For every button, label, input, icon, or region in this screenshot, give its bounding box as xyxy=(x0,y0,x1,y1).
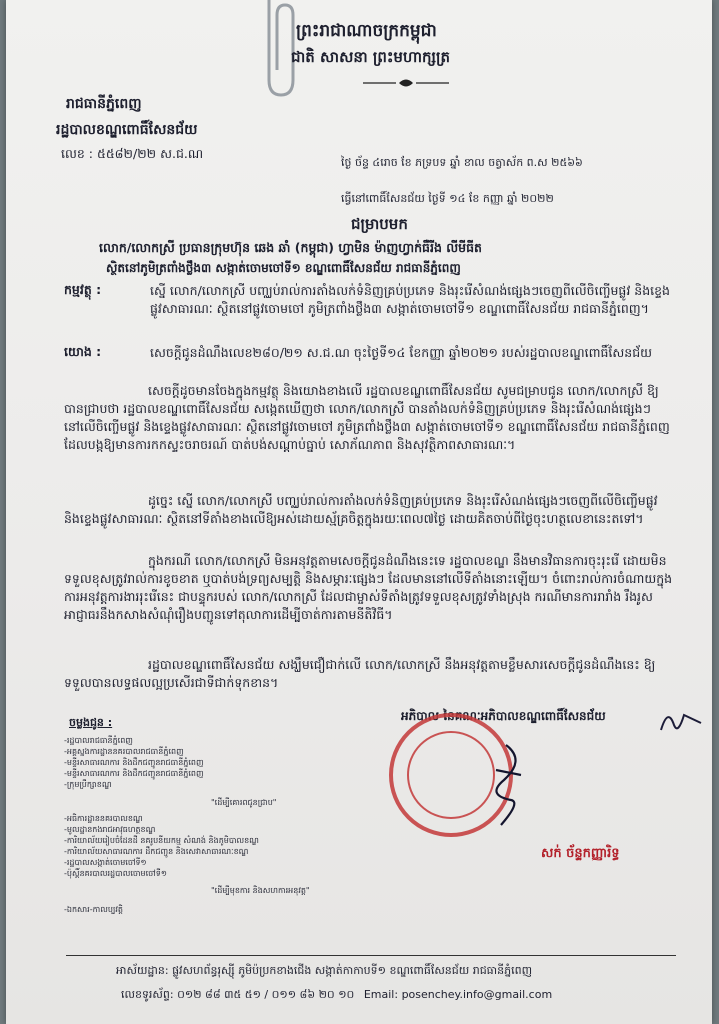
capital-name: រាជធានីភ្នំពេញ xyxy=(66,96,142,112)
recipient-item: -ក្រុមប្រឹក្សាខណ្ឌ xyxy=(64,780,112,789)
archive-note: -ឯកសារ-កាលប្បវត្តិ xyxy=(64,905,123,914)
reference-label: យោង : xyxy=(64,344,102,359)
recipient-line-2: ស្ថិតនៅភូមិត្រពាំងថ្លឹង៣ សង្កាត់ចោមចៅទី១ ខណ្ឌពោធិ៍សែនជ័យ រាជធានីភ្នំពេញ xyxy=(106,261,461,275)
lunar-date: ថ្ងៃ ច័ន្ទ ៤រោច ខែ ភទ្របទ ឆ្នាំ ខាល ចត្វាស័ក ព.ស ២៥៦៦ xyxy=(341,156,583,169)
footer-divider xyxy=(66,955,676,956)
recipient-group-2 xyxy=(64,813,259,879)
phone-label: លេខទូរស័ព្ទ: xyxy=(121,988,174,1001)
recipient-item: -មូលដ្ឋានកងរាជអាវុធហត្ថខណ្ឌ xyxy=(64,825,156,834)
national-motto: ជាតិ សាសនា ព្រះមហាក្សត្រ xyxy=(291,48,450,66)
email-address[interactable]: posenchey.info@gmail.com xyxy=(401,988,553,1001)
ref-label: លេខ : xyxy=(61,146,93,161)
ref-value: ៥៥៨២/២២ ស.ជ.ណ xyxy=(96,146,204,161)
subject-text: ស្នើ លោក/លោកស្រី បញ្ឈប់រាល់ការតាំងលក់ទំនិញគ្រប់ប្រភេទ និងរុះរើសំណង់ផ្សេងៗចេញពីលើចិញ្ចើមផ្លូវ និងខ្ទេងផ្លូវសាធារណៈ ស្ថិតនៅផ្លូវចោមចៅ ភូមិត្រពាំងថ្លឹង៣ សង្កាត់ចោមចៅទី១ ខណ្ឌពោធិ៍សែនជ័យ រាជធានីភ្នំពេញ។ xyxy=(150,283,670,316)
recipient-item: -ការិយាល័យរៀបចំដែនដី នគរូបនីយកម្ម សំណង់ និងភូមិបាលខណ្ឌ xyxy=(64,836,259,845)
ornament-divider-icon xyxy=(361,76,451,90)
footer-address: អាស័យដ្ឋាន: ផ្លូវសហព័ន្ធរុស្ស៊ី ភូមិប៉ប្រកខាងជើង សង្កាត់កាកាបទី១ ខណ្ឌពោធិ៍សែនជ័យ រាជធានីភ្នំពេញ xyxy=(116,964,533,977)
kingdom-title: ព្រះរាជាណាចក្រកម្ពុជា xyxy=(296,21,437,41)
recipient-item: -អគ្គស្នងការដ្ឋាននគរបាលរាជធានីភ្នំពេញ xyxy=(64,747,184,756)
body-paragraph-3: ក្នុងករណី លោក/លោកស្រី មិនអនុវត្តតាមសេចក្តីជូនដំណឹងនេះទេ រដ្ឋបាលខណ្ឌ នឹងមានវិធានការចុះរុះរើ ដោយមិនទទួលខុសត្រូវរាល់ការខូចខាត ឬបាត់បង់ទ្រព្យសម្បត្តិ និងសម្ភារៈផ្សេងៗ ដែលមាននៅលើទីតាំងនោះឡើយ។ ចំពោះរាល់ការចំណាយក្នុងការអនុវត្តការងាររុះរើនេះ ជាបន្ទុករបស់ លោក/លោកស្រី ដែលជាម្ចាស់ទីតាំងត្រូវទទួលខុសត្រូវទាំងស្រុង ករណីមានការរារាំង រឹងរូស អាជ្ញាធរនឹងកសាងសំណុំរឿងបញ្ជូនទៅតុលាការដើម្បីចាត់ការតាមនីតិវិធី។ xyxy=(64,553,673,622)
recipient-note-2: "ដើម្បីមុខការ និងសហការអនុវត្ត" xyxy=(211,886,310,895)
place-date: ធ្វើនៅពោធិ៍សែនជ័យ ថ្ងៃទី ១៤ ខែ កញ្ញា ឆ្នាំ ២០២២ xyxy=(341,192,554,205)
recipient-group-1 xyxy=(64,735,204,790)
recipient-item: -អធិការដ្ឋាននគរបាលខណ្ឌ xyxy=(64,814,143,823)
copy-to-heading: ចម្លងជូន : xyxy=(69,716,113,729)
body-paragraph-1: សេចក្តីដូចមានចែងក្នុងកម្មវត្ថុ និងយោងខាងលើ រដ្ឋបាលខណ្ឌពោធិ៍សែនជ័យ សូមជម្រាបជូន លោក/លោកស្រី ឱ្យបានជ្រាបថា រដ្ឋបាលខណ្ឌពោធិ៍សែនជ័យ សង្កេតឃើញថា លោក/លោកស្រី បានតាំងលក់ទំនិញគ្រប់ប្រភេទ និងរុះរើសំណង់ផ្សេងៗនៅលើចិញ្ចើមផ្លូវ និងខ្ទេងផ្លូវសាធារណៈ ស្ថិតនៅផ្លូវចោមចៅ ភូមិត្រពាំងថ្លឹង៣ សង្កាត់ចោមចៅទី១ ខណ្ឌពោធិ៍សែនជ័យ រាជធានីភ្នំពេញ ដែលបង្កឱ្យមានការកកស្ទះចរាចរណ៍ បាត់បង់សណ្តាប់ធ្នាប់ សោភ័ណភាព និងសុវត្ថិភាពសាធារណៈ។ xyxy=(64,383,670,452)
subject-label: កម្មវត្ថុ : xyxy=(64,282,102,297)
initial-mark-icon xyxy=(656,705,706,735)
district-admin-name: រដ្ឋបាលខណ្ឌពោធិ៍សែនជ័យ xyxy=(56,122,198,138)
notice-title: ជម្រាបមក xyxy=(351,215,408,233)
recipient-line-1: លោក/លោកស្រី ប្រធានក្រុមហ៊ុន ឆេង ឆាំ (កម្ពុជា) ហ្វាមិន ម៉ាញហ្វាក់ធឺរីង លីមីធីត xyxy=(99,240,482,255)
footer-contact xyxy=(121,988,552,1004)
recipient-note-1: "ដើម្បីគោរពជូនជ្រាប" xyxy=(211,798,277,807)
body-paragraph-2: ដូច្នេះ ស្នើ លោក/លោកស្រី បញ្ឈប់រាល់ការតាំងលក់ទំនិញគ្រប់ប្រភេទ និងរុះរើសំណង់ផ្សេងៗចេញពីលើចិញ្ចើមផ្លូវ និងខ្ទេងផ្លូវសាធារណៈ ស្ថិតនៅទីតាំងខាងលើឱ្យអស់ដោយស្ម័គ្រចិត្តក្នុងរយៈពេល៧ថ្ងៃ ដោយគិតចាប់ពីថ្ងៃចុះហត្ថលេខានេះតទៅ។ xyxy=(64,493,658,526)
handwritten-signature-icon xyxy=(476,740,536,830)
signatory-title: អភិបាល នៃគណៈអភិបាលខណ្ឌពោធិ៍សែនជ័យ xyxy=(401,709,606,723)
reference-number xyxy=(61,146,203,165)
recipient-item: -រដ្ឋបាលរាជធានីភ្នំពេញ xyxy=(64,736,133,745)
email-label: Email: xyxy=(363,988,399,1001)
recipient-item: -ការិយាល័យសាធារណការ ដឹកជញ្ជូន និងសេវាសាធារណៈខណ្ឌ xyxy=(64,847,249,856)
recipient-item: -រដ្ឋបាលសង្កាត់ចោមចៅទី១ xyxy=(64,858,147,867)
body-paragraph-4: រដ្ឋបាលខណ្ឌពោធិ៍សែនជ័យ សង្ឃឹមជឿជាក់លើ លោក/លោកស្រី នឹងអនុវត្តតាមខ្លឹមសារសេចក្តីជូនដំណឹងនេះ ឱ្យទទួលបានលទ្ធផលល្អប្រសើរជាទីជាក់ទុកខាន។ xyxy=(64,657,656,690)
reference-text: សេចក្តីជូនដំណឹងលេខ២៨០/២១ ស.ជ.ណ ចុះថ្ងៃទី១៤ ខែកញ្ញា ឆ្នាំ២០២១ របស់រដ្ឋបាលខណ្ឌពោធិ៍សែនជ័យ xyxy=(150,345,653,360)
recipient-item: -មន្ទីរសាធារណការ និងដឹកជញ្ជូនរាជធានីភ្នំពេញ xyxy=(64,758,204,767)
recipient-item: -មន្ទីរសាធារណការ និងដឹកជញ្ជូនរាជធានីភ្នំពេញ xyxy=(64,769,204,778)
signatory-name: សក់ ច័ន្ទកញ្ញារិទ្ធ xyxy=(541,846,620,861)
recipient-item: -ប៉ុស្តិ៍នគរបាលរដ្ឋបាលចោមចៅទី១ xyxy=(64,869,167,878)
phone-number: ០១២ ៨៨ ៣៥ ៥១ / ០១១ ៨៦ ២០ ១០ xyxy=(177,988,355,1001)
document-page xyxy=(6,0,712,1024)
